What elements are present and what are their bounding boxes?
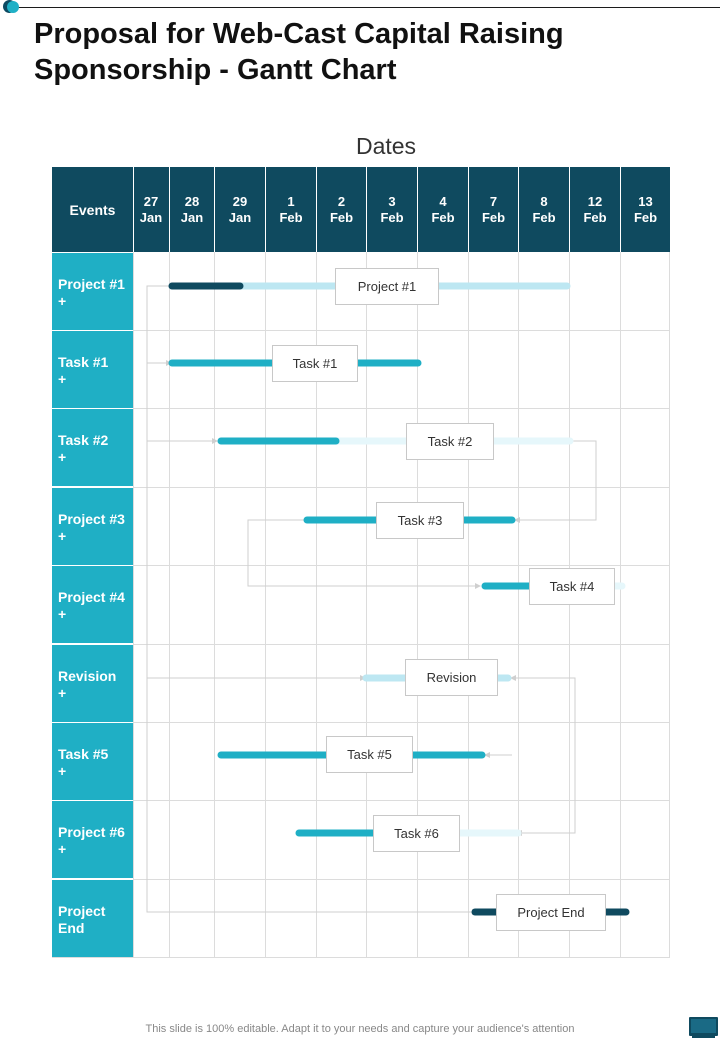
task-label-project1[interactable]: Project #1 xyxy=(335,268,439,305)
header-divider xyxy=(417,167,418,252)
header-divider xyxy=(569,167,570,252)
page-title: Proposal for Web-Cast Capital Raising Sponsorship - Gantt Chart xyxy=(34,18,564,86)
event-row[interactable]: Revision + xyxy=(52,645,133,722)
task-label-task2[interactable]: Task #2 xyxy=(406,423,494,460)
task-label-revision[interactable]: Revision xyxy=(405,659,498,696)
date-col-4: 2 Feb xyxy=(317,167,366,252)
header-divider xyxy=(214,167,215,252)
header-divider xyxy=(265,167,266,252)
date-col-0: 27 Jan xyxy=(133,167,169,252)
events-header: Events xyxy=(52,167,133,252)
event-divider xyxy=(52,722,133,723)
header-divider xyxy=(518,167,519,252)
event-divider xyxy=(52,800,133,801)
event-divider xyxy=(52,487,133,488)
date-col-9: 12 Feb xyxy=(570,167,620,252)
date-col-7: 7 Feb xyxy=(469,167,518,252)
event-row[interactable]: Task #5 + xyxy=(52,723,133,800)
date-col-10: 13 Feb xyxy=(621,167,670,252)
task-label-task5[interactable]: Task #5 xyxy=(326,736,413,773)
date-col-6: 4 Feb xyxy=(418,167,468,252)
header-divider xyxy=(316,167,317,252)
event-row[interactable]: Task #2 + xyxy=(52,409,133,486)
header-divider xyxy=(468,167,469,252)
event-row[interactable]: Project #4 + xyxy=(52,566,133,643)
event-divider xyxy=(52,330,133,331)
event-row[interactable]: Project #6 + xyxy=(52,801,133,878)
date-col-8: 8 Feb xyxy=(519,167,569,252)
header-divider xyxy=(366,167,367,252)
task-label-task6[interactable]: Task #6 xyxy=(373,815,460,852)
header-divider xyxy=(620,167,621,252)
task-label-project-end[interactable]: Project End xyxy=(496,894,606,931)
event-divider xyxy=(52,879,133,880)
date-col-5: 3 Feb xyxy=(367,167,417,252)
header-divider xyxy=(169,167,170,252)
dates-label: Dates xyxy=(355,133,417,159)
date-col-3: 1 Feb xyxy=(266,167,316,252)
task-label-task4[interactable]: Task #4 xyxy=(529,568,615,605)
event-row[interactable]: Project End xyxy=(52,880,133,957)
event-row[interactable]: Task #1 + xyxy=(52,331,133,408)
monitor-icon xyxy=(688,1016,720,1040)
header-divider xyxy=(133,167,134,252)
date-col-2: 29 Jan xyxy=(215,167,265,252)
event-divider xyxy=(52,565,133,566)
event-divider xyxy=(52,644,133,645)
footer-note: This slide is 100% editable. Adapt it to your needs and capture your audience's attention xyxy=(145,1023,575,1035)
event-row[interactable]: Project #3 + xyxy=(52,488,133,565)
event-row[interactable]: Project #1 + xyxy=(52,253,133,330)
task-label-task1[interactable]: Task #1 xyxy=(272,345,358,382)
date-col-1: 28 Jan xyxy=(170,167,214,252)
task-label-task3[interactable]: Task #3 xyxy=(376,502,464,539)
event-divider xyxy=(52,408,133,409)
